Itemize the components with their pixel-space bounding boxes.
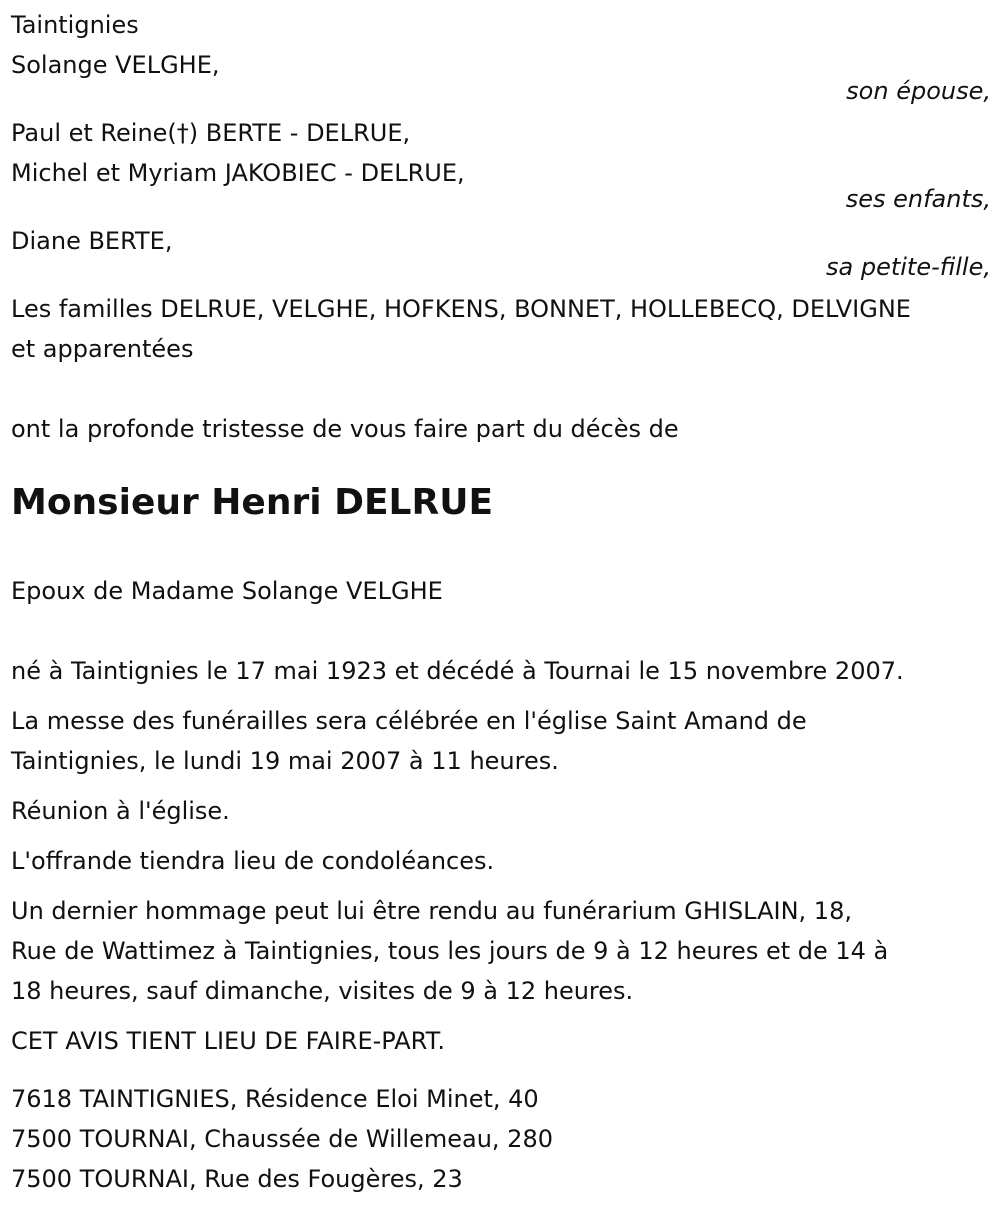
birth-death: né à Taintignies le 17 mai 1923 et décédé à Tournai le 15 novembre 2007.: [11, 657, 904, 685]
child-line: Paul et Reine(†) BERTE - DELRUE,: [11, 119, 411, 147]
grandchild-name: Diane BERTE,: [11, 227, 173, 255]
death-notice: [11, 5, 991, 1199]
deceased-name: Monsieur Henri DELRUE: [11, 482, 494, 523]
notice: CET AVIS TIENT LIEU DE FAIRE-PART.: [11, 1027, 446, 1055]
homage-line: 18 heures, sauf dimanche, visites de 9 à 12 heures.: [11, 977, 634, 1005]
meeting: Réunion à l'église.: [11, 797, 230, 825]
address: 7500 TOURNAI, Rue des Fougères, 23: [11, 1165, 463, 1193]
announcement: ont la profonde tristesse de vous faire part du décès de: [11, 415, 679, 443]
families-line: Les familles DELRUE, VELGHE, HOFKENS, BONNET, HOLLEBECQ, DELVIGNE: [11, 295, 911, 323]
spouse-of: Epoux de Madame Solange VELGHE: [11, 577, 443, 605]
homage-info: [11, 891, 991, 1011]
town: Taintignies: [11, 11, 139, 39]
spouse-name: Solange VELGHE,: [11, 51, 220, 79]
families-line: et apparentées: [11, 335, 194, 363]
children-role: ses enfants,: [845, 185, 991, 213]
homage-line: Rue de Wattimez à Taintignies, tous les jours de 9 à 12 heures et de 14 à: [11, 937, 889, 965]
homage-line: Un dernier hommage peut lui être rendu au funérarium GHISLAIN, 18,: [11, 897, 852, 925]
mass-line: La messe des funérailles sera célébrée en l'église Saint Amand de: [11, 707, 807, 735]
mass-info: [11, 701, 991, 781]
mass-line: Taintignies, le lundi 19 mai 2007 à 11 heures.: [11, 747, 559, 775]
offering: L'offrande tiendra lieu de condoléances.: [11, 847, 495, 875]
address: 7618 TAINTIGNIES, Résidence Eloi Minet, 40: [11, 1085, 539, 1113]
address: 7500 TOURNAI, Chaussée de Willemeau, 280: [11, 1125, 553, 1153]
child-line: Michel et Myriam JAKOBIEC - DELRUE,: [11, 159, 465, 187]
spouse-role: son épouse,: [846, 77, 991, 105]
grandchild-role: sa petite-fille,: [826, 253, 991, 281]
